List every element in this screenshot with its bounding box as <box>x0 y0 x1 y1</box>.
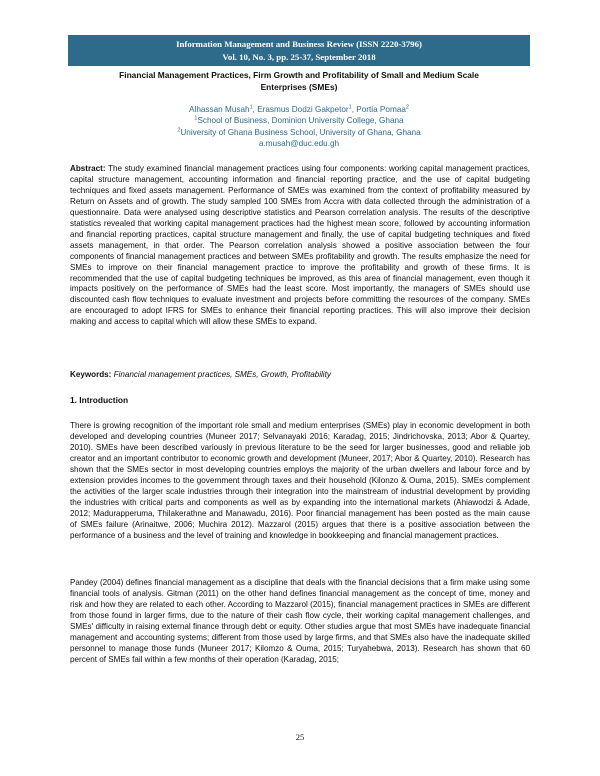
author-names <box>70 104 528 115</box>
author-2-affil: 1 <box>348 104 352 111</box>
section-heading-introduction: 1. Introduction <box>70 395 129 405</box>
author-block <box>70 104 528 149</box>
author-2: , Erasmus Dodzi Gakpetor <box>252 105 349 114</box>
affiliation-2: $^2$University of Ghana Business School, University of Ghana, Ghana <box>177 126 421 137</box>
body-paragraph-2: Pandey (2004) defines financial management as a discipline that deals with the financial decisions that a firm make using some financial tools of analysis. Gitman (2011) on the other hand defines financial management as the concept of time, money and risk and how they are related to each other. According to Mazzarol (2015), financial management practices in SMEs are different from those found in larger firms, due to the nature of their cash flow cycle, their working capital management challenges, and SMEs' difficulty in raising external finance through debt or equity. Other studies argue that most SMEs have inadequate financial management and accounting systems; different from those used by large firms, and that SMEs also have the inadequate skilled personnel to manage those funds (Muneer 2017; Kilomzo & Ouma, 2015; Turyahebwa, 2013). Research has shown that 60 percent of SMEs fail within a few months of their operation (Karadag, 2015; <box>70 578 530 664</box>
paper-title <box>70 70 528 93</box>
author-email[interactable]: a.musah@duc.edu.gh <box>258 138 340 148</box>
abstract-text: The study examined financial management practices using four components: working capital management practices, capital structure management, accounting information and financial reporting practice, and the use of capital budgeting techniques and fixed assets management. Performance of SMEs was examined from the context of profitability measured by Return on Assets and of growth. The study sampled 100 SMEs from Accra with data collected through the administration of a questionnaire. Data were analysed using descriptive statistics and Pearson correlation analysis. The results of the descriptive statistics revealed that working capital management practices had the highest mean score, followed by accounting information and financial reporting practices, capital structure management and finally, the use of capital budgeting techniques and fixed assets management, in that order. The Pearson correlation analysis showed a positive association between the four components of financial management practices and between SMEs profitability and growth. The results emphasize the need for SMEs to improve on their financial management practice to improve the profitability and growth of these firms. It is recommended that the use of capital budgeting techniques be improved, as this area of financial management, even though it impacts positively on the performance of SMEs had the least score. Most importantly, the managers of SMEs should use discounted cash flow techniques to evaluate investment and projects before committing the resources of the company. SMEs are encouraged to adopt IFRS for SMEs to enhance their financial reporting practices. This will also improve their decision making and access to capital which will allow these SMEs to expand. <box>70 164 530 327</box>
abstract <box>70 164 530 328</box>
page-number: 25 <box>295 732 305 742</box>
keywords-label: Keywords: <box>70 370 112 379</box>
author-1: Alhassan Musah <box>189 105 250 114</box>
journal-issn-line: Information Management and Business Review (ISSN 2220-3796) <box>176 39 422 49</box>
affiliation-1: $^1$School of Business, Dominion University College, Ghana <box>194 115 404 126</box>
author-3: , Portia Pomaa <box>351 105 406 114</box>
abstract-label: Abstract: <box>70 164 106 173</box>
journal-header-banner <box>68 35 530 66</box>
journal-volume-line: Vol. 10, No. 3, pp. 25-37, September 2018 <box>222 51 376 62</box>
paper-title-line1: Financial Management Practices, Firm Growth and Profitability of Small and Medium Scale <box>119 70 479 80</box>
author-1-affil: 1 <box>249 104 253 111</box>
body-paragraph-1: There is growing recognition of the important role small and medium enterprises (SMEs) play in economic development in both developed and developing countries (Muneer 2017; Selvanayaki 2016; Karadag, 2015; Jindrichovska, 2013; Abor & Quartey, 2010). SMEs have been described variously in previous literature to be the seed for larger businesses, good and reliable job creator and an important contributor to economic growth and development (Muneer, 2017; Abor & Quartey, 2010). Research has shown that the SMEs sector in most developing countries employs the majority of the urban dwellers and labour force and by extension provides incomes to the government through taxes and their household (Kilonzo & Ouma, 2015). SMEs complement the activities of the larger scale industries through their integration into the mainstream of industrial development by providing the industries with critical parts and components as well as by expanding into the international markets (Ahiawodzi & Adade, 2012; Madurapperuma, Thilakerathne and Manawadu, 2016). Poor financial management has been posted as the main cause of SMEs failure (Arinaitwe, 2006; Muchira 2012). Mazzarol (2015) argues that there is a positive association between the performance of a business and the level of training and knowledge in bookkeeping and financial management practices. <box>70 421 530 540</box>
paper-title-line2: Enterprises (SMEs) <box>260 81 338 92</box>
keywords <box>70 369 530 380</box>
author-3-affil: 2 <box>405 104 409 111</box>
keywords-text: Financial management practices, SMEs, Growth, Profitability <box>111 370 331 379</box>
